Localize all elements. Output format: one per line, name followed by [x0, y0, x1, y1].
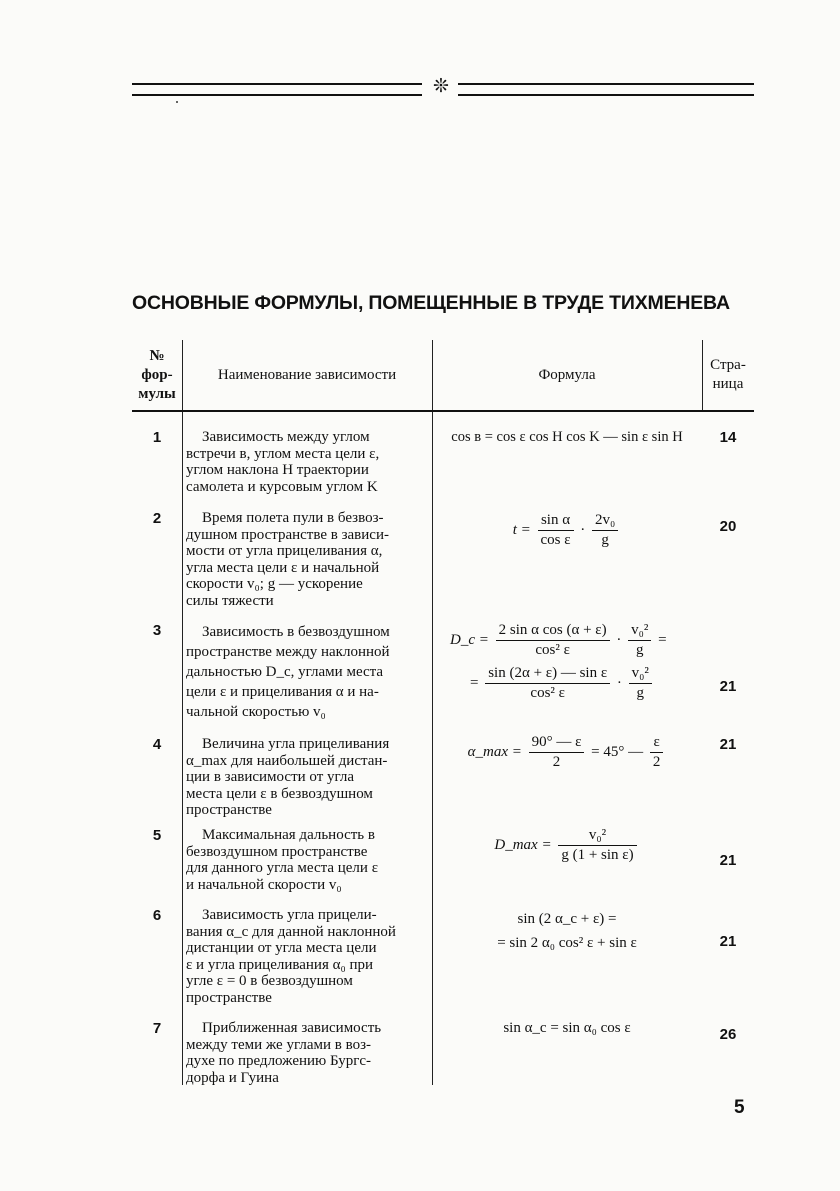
numerator: ε: [650, 734, 664, 753]
dependency-name: [186, 907, 428, 1006]
operator: = 45° —: [591, 743, 644, 760]
formula-lhs: α_max =: [467, 743, 522, 760]
fraction: [529, 734, 585, 771]
denominator: 2: [552, 754, 561, 770]
name-line: угле ε = 0 в безвоздушном: [186, 973, 353, 989]
page-number: 5: [734, 1097, 745, 1118]
name-line: Величина угла прицеливания: [202, 736, 390, 752]
formula-number: 3: [152, 622, 162, 639]
name-line: силы тяжести: [186, 592, 274, 609]
name-line: самолета и курсовым углом K: [186, 478, 378, 495]
column-divider: [432, 340, 433, 1085]
denominator: g: [635, 642, 644, 658]
name-line: цели ε и прицеливания α и на-: [186, 684, 379, 700]
formula: [432, 429, 702, 446]
ornament-right-line: [458, 83, 754, 96]
name-line: пространстве между наклонной: [186, 644, 390, 660]
numerator: v₀²: [558, 827, 636, 846]
page-ref: 21: [719, 678, 737, 695]
formula-line: = sin 2 α₀ cos² ε + sin ε: [497, 935, 637, 951]
name-line: Время полета пули в безвоз-: [202, 510, 384, 526]
operator: =: [470, 674, 479, 691]
ornament-rule: [132, 76, 754, 97]
dependency-name: [186, 622, 428, 722]
header-number-line: фор-: [141, 366, 173, 383]
name-line: Зависимость между углом: [202, 429, 370, 445]
denominator: cos ε: [540, 532, 571, 548]
fraction: [629, 665, 652, 702]
name-line: ε и угла прицеливания α₀ при: [186, 956, 374, 973]
ornament-left-line: [132, 83, 422, 96]
name-line: Максимальная дальность в: [202, 827, 375, 843]
name-line: Зависимость угла прицели-: [202, 907, 377, 923]
header-page: [702, 340, 754, 410]
formula-text: sin α_c = sin α₀ cos ε: [503, 1020, 631, 1036]
header-page-line: Стра-: [710, 357, 746, 373]
denominator: g: [636, 685, 644, 701]
dependency-name: [186, 736, 428, 819]
name-line: места цели ε в безвоздушном: [186, 785, 373, 802]
formula-number: 1: [152, 429, 162, 446]
operator: ·: [616, 631, 622, 648]
page-ref: 21: [719, 736, 737, 753]
dependency-name: [186, 1020, 428, 1086]
numerator: v₀²: [629, 665, 652, 684]
numerator: 2 sin α cos (α + ε): [496, 622, 610, 641]
name-line: между теми же углами в воз-: [186, 1036, 371, 1053]
formula: [432, 622, 702, 702]
name-line: углом наклона H траектории: [186, 462, 369, 478]
header-number-line: №: [149, 347, 165, 364]
operator: =: [658, 631, 667, 648]
header-rule: [132, 410, 754, 412]
name-line: для данного угла места цели ε: [186, 860, 378, 876]
dependency-name: [186, 429, 428, 495]
formula-number: 7: [152, 1020, 162, 1037]
fraction: [650, 734, 664, 771]
numerator: v₀²: [628, 622, 651, 641]
header-formula: Формула: [538, 366, 596, 383]
name-line: встречи в, углом места цели ε,: [186, 445, 380, 462]
header-name: Наименование зависимости: [217, 366, 397, 383]
page-ref: 26: [719, 1026, 737, 1043]
numerator: sin α: [538, 512, 574, 531]
denominator: 2: [652, 754, 661, 770]
formula-line: sin (2 α_c + ε) =: [517, 911, 617, 927]
page-ref: 21: [719, 852, 737, 869]
page-title: ОСНОВНЫЕ ФОРМУЛЫ, ПОМЕЩЕННЫЕ В ТРУДЕ ТИХМЕНЕВА: [132, 292, 730, 314]
formula-number: 2: [152, 510, 162, 527]
page-ref: 21: [719, 933, 737, 950]
name-line: душном пространстве в зависи-: [186, 526, 389, 543]
numerator: sin (2α + ε) — sin ε: [485, 665, 610, 684]
denominator: cos² ε: [535, 642, 570, 658]
name-line: пространстве: [186, 802, 272, 818]
header-number-line: мулы: [138, 385, 176, 402]
name-line: скорости v₀; g — ускорение: [186, 576, 363, 592]
operator: ·: [580, 521, 586, 538]
dependency-name: [186, 510, 428, 609]
formula: [432, 827, 702, 864]
fraction: [592, 512, 618, 549]
formula-number: 6: [152, 907, 162, 924]
speck: [176, 101, 178, 103]
ornament-star-icon: ❊: [433, 76, 449, 97]
name-line: ции в зависимости от угла: [186, 769, 355, 785]
formula: [432, 734, 702, 771]
fraction: [558, 827, 636, 864]
formula: [432, 512, 702, 549]
formula: [432, 907, 702, 955]
formula-lhs: D_c =: [450, 631, 489, 648]
name-line: Зависимость в безвоздушном: [202, 624, 390, 640]
name-line: пространстве: [186, 989, 272, 1006]
name-line: и начальной скорости v₀: [186, 876, 342, 893]
name-line: вания α_c для данной наклонной: [186, 923, 396, 940]
formula: [432, 1020, 702, 1037]
name-line: дистанции от угла места цели: [186, 940, 377, 956]
formula-number: 4: [152, 736, 162, 753]
fraction: [538, 512, 574, 549]
name-line: безвоздушном пространстве: [186, 843, 368, 860]
fraction: [496, 622, 610, 659]
header-page-line: ница: [712, 376, 744, 392]
column-divider: [182, 340, 183, 1085]
name-line: α_max для наибольшей дистан-: [186, 752, 388, 769]
denominator: g (1 + sin ε): [561, 847, 634, 863]
name-line: Приближенная зависимость: [202, 1020, 382, 1036]
formula-text: cos в = cos ε cos H cos K — sin ε sin H: [451, 429, 683, 445]
name-line: мости от угла прицеливания α,: [186, 543, 383, 559]
formula-lhs: t =: [512, 521, 531, 538]
fraction: [628, 622, 651, 659]
denominator: cos² ε: [530, 685, 565, 701]
name-line: угла места цели ε и начальной: [186, 559, 380, 576]
page-ref: 14: [719, 429, 737, 446]
denominator: g: [601, 532, 609, 548]
numerator: 2v₀: [592, 512, 618, 531]
name-line: духе по предложению Бургс-: [186, 1053, 372, 1069]
name-line: дорфа и Гуина: [186, 1069, 279, 1086]
page-ref: 20: [719, 518, 737, 535]
operator: ·: [616, 674, 622, 691]
formula-lhs: D_max =: [494, 836, 552, 853]
formula-number: 5: [152, 827, 162, 844]
fraction: [485, 665, 610, 702]
name-line: чальной скоростью v₀: [186, 704, 326, 720]
header-number: [132, 340, 182, 410]
numerator: 90° — ε: [529, 734, 585, 753]
dependency-name: [186, 827, 428, 893]
name-line: дальностью D_c, углами места: [186, 664, 384, 680]
